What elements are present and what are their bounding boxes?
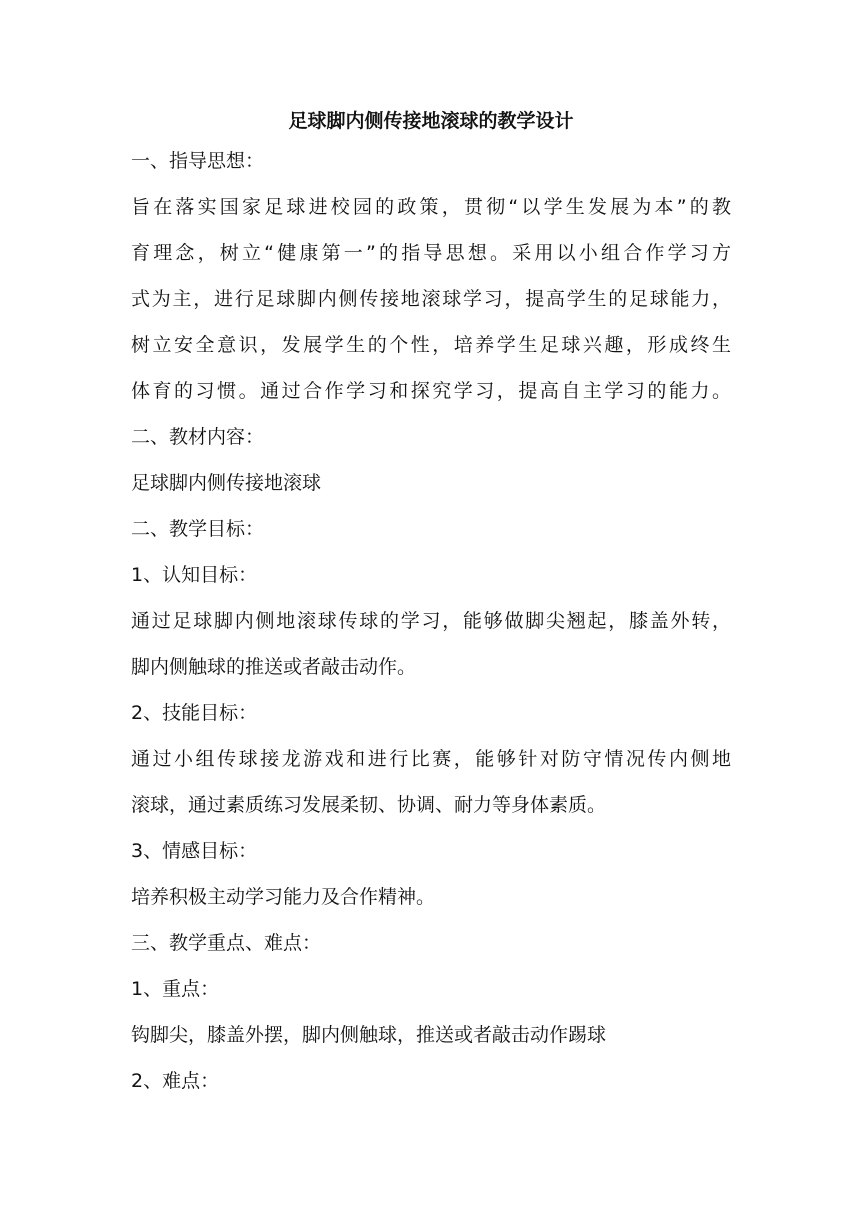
document-title: 足球脚内侧传接地滚球的教学设计 bbox=[288, 110, 574, 132]
document-line: 2、难点： bbox=[131, 1070, 220, 1092]
document-line: 育理念，树立“健康第一”的指导思想。采用以小组合作学习方 bbox=[131, 242, 731, 264]
document-line: 脚内侧触球的推送或者敲击动作。 bbox=[131, 656, 417, 678]
document-line: 2、技能目标： bbox=[131, 702, 258, 724]
document-line: 旨在落实国家足球进校园的政策，贯彻“以学生发展为本”的教 bbox=[131, 196, 731, 218]
document-line: 三、教学重点、难点： bbox=[131, 932, 322, 954]
document-line: 通过小组传球接龙游戏和进行比赛，能够针对防守情况传内侧地 bbox=[131, 748, 731, 770]
document-line: 通过足球脚内侧地滚球传球的学习，能够做脚尖翘起，膝盖外转， bbox=[131, 610, 731, 632]
document-line: 树立安全意识，发展学生的个性，培养学生足球兴趣，形成终生 bbox=[131, 334, 731, 356]
document-line: 一、指导思想： bbox=[131, 150, 265, 172]
document-line: 1、认知目标： bbox=[131, 564, 258, 586]
document-body bbox=[131, 110, 731, 1116]
document-line: 足球脚内侧传接地滚球 bbox=[131, 472, 322, 494]
document-line: 钩脚尖，膝盖外摆，脚内侧触球，推送或者敲击动作踢球 bbox=[131, 1024, 607, 1046]
document-line: 滚球，通过素质练习发展柔韧、协调、耐力等身体素质。 bbox=[131, 794, 607, 816]
document-line: 3、情感目标： bbox=[131, 840, 258, 862]
document-line: 式为主，进行足球脚内侧传接地滚球学习，提高学生的足球能力， bbox=[131, 288, 731, 310]
document-line: 二、教学目标： bbox=[131, 518, 265, 540]
document-lines bbox=[131, 150, 731, 1092]
document-line: 二、教材内容： bbox=[131, 426, 265, 448]
document-line: 培养积极主动学习能力及合作精神。 bbox=[131, 886, 436, 908]
document-line: 体育的习惯。通过合作学习和探究学习，提高自主学习的能力。 bbox=[131, 380, 731, 402]
document-line: 1、重点： bbox=[131, 978, 220, 1000]
